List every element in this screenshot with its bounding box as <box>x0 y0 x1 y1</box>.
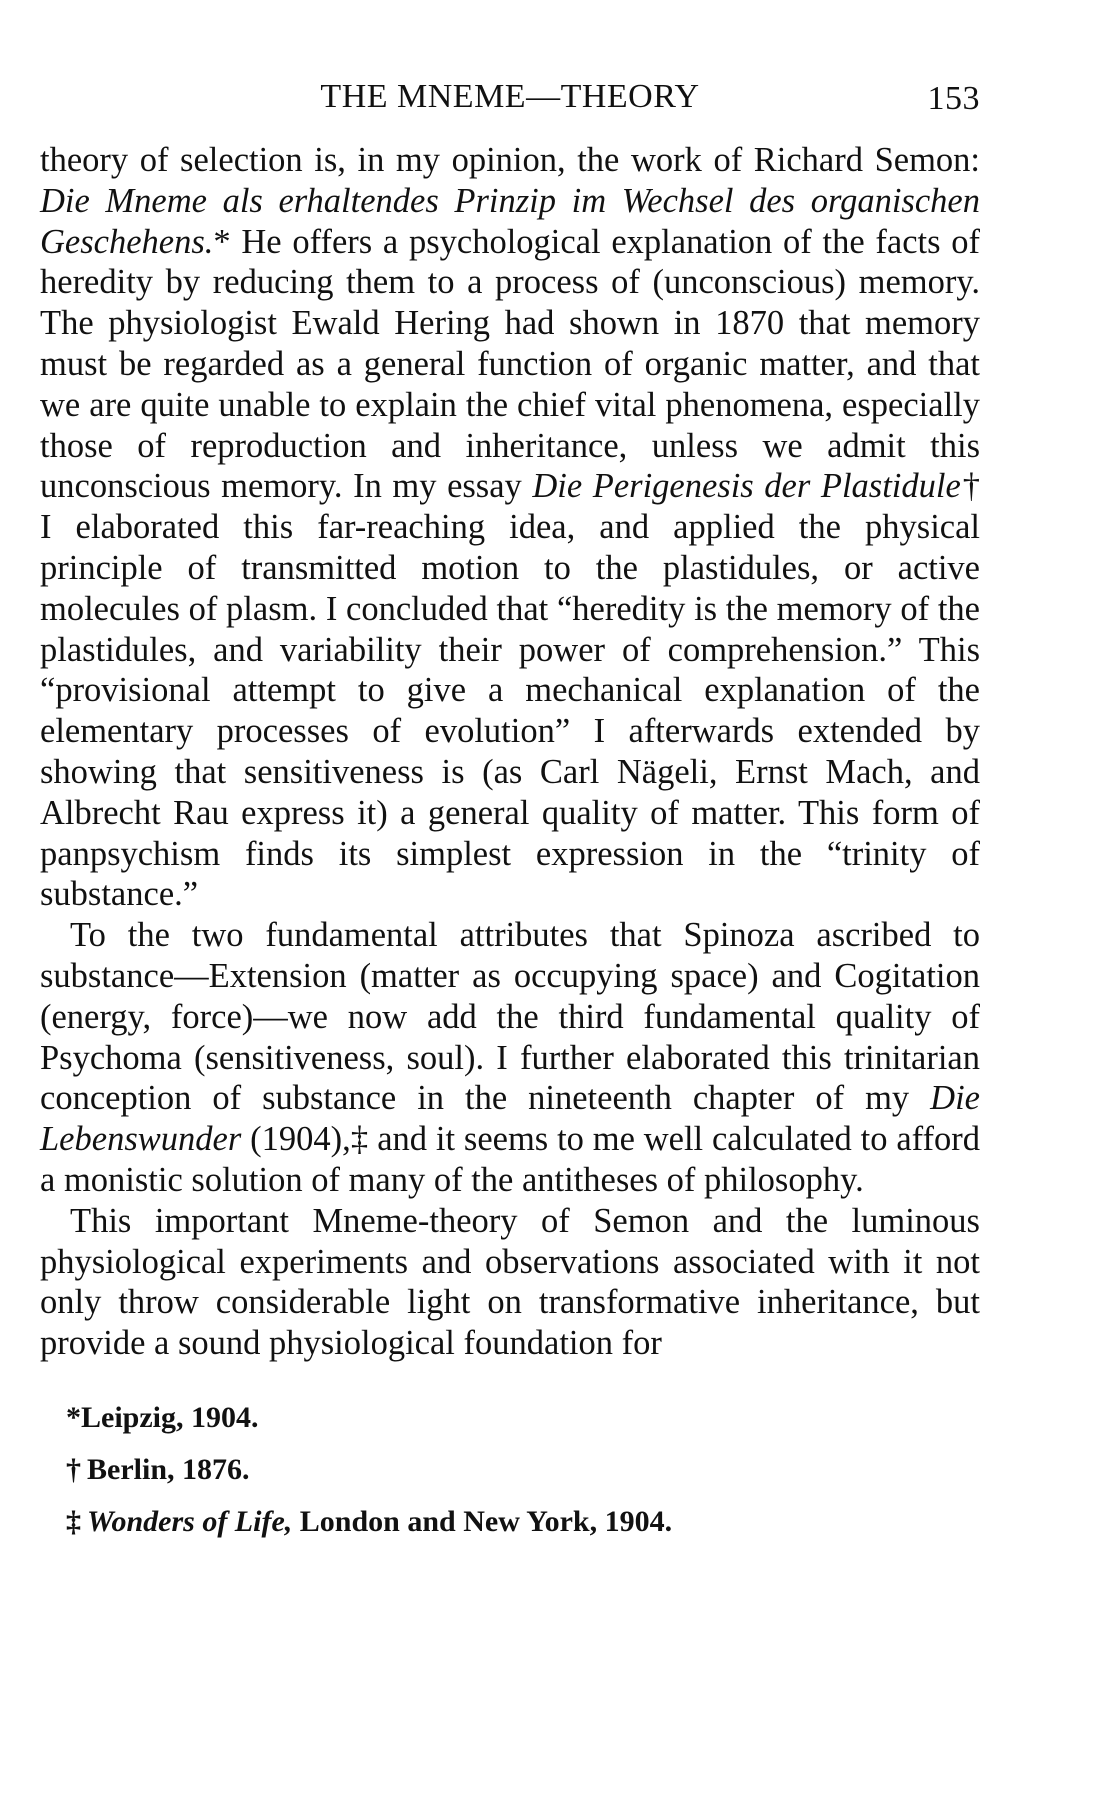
footnote-text: Leipzig, 1904. <box>81 1400 259 1434</box>
paragraph-1 <box>40 140 980 915</box>
paragraph-1-text-3: † I elaborated this far-reaching idea, and applied the physical principle of transmitted motion to the plastidules, or active molecules of plasm. I concluded that “heredity is the memory of the plastidules, and variability their power of comprehension.” This “provisional attempt to give a mechanical explanation of the elementary processes of evolution” I afterwards extended by showing that sensitiveness is (as Carl Nägeli, Ernst Mach, and Albrecht Rau express it) a general quality of matter. This form of panpsychism finds its simplest expression in the “trinity of substance.” <box>40 467 980 914</box>
paragraph-1-text-1: theory of selection is, in my opinion, the work of Richard Semon: <box>40 141 980 179</box>
footnote-text: London and New York, 1904. <box>292 1504 673 1538</box>
paragraph-3 <box>40 1201 980 1364</box>
title-die-perigenesis: Die Perigenesis der Plastidule <box>532 467 961 506</box>
footnote-mark: † <box>66 1452 81 1486</box>
paragraph-2-text-1: To the two fundamental attributes that Spinoza ascribed to substance—Extension (matter as occupying space) and Cogitation (energy, force)—we now add the third fundamental quality of Psychoma (sensitiveness, soul). I further elaborated this trinitarian conception of substance in the nineteenth chapter of my <box>40 916 980 1118</box>
footnote-text: Berlin, 1876. <box>87 1452 250 1486</box>
footnote-mark: ‡ <box>66 1504 81 1538</box>
paragraph-1-text-2: * He offers a psychological explanation of the facts of heredity by reducing them to a process of (unconscious) memory. The physiologist Ewald Hering had shown in 1870 that memory must be regarded as a general function of organic matter, and that we are quite unable to explain the chief vital phenomena, especially those of reproduction and inheritance, unless we admit this unconscious memory. In my essay <box>40 222 980 506</box>
footnote-3 <box>66 1496 980 1548</box>
paragraph-2-text-2: (1904),‡ and it seems to me well calculated to afford a monistic solution of many of the antitheses of philosophy. <box>40 1120 980 1199</box>
page-header <box>40 70 980 126</box>
body-text <box>40 140 980 1364</box>
title-die-mneme: Die Mneme als erhaltendes Prinzip im Wechsel des organischen Geschehens. <box>40 181 980 261</box>
footnote-2 <box>66 1444 980 1496</box>
paragraph-3-text-1: This important Mneme-theory of Semon and the luminous physiological experiments and observations associated with it not only throw considerable light on transformative inheritance, but provide a sound physiological foundation for <box>40 1201 980 1363</box>
footnotes <box>40 1392 980 1548</box>
footnote-title: Wonders of Life, <box>87 1504 293 1538</box>
footnote-mark: * <box>66 1400 81 1434</box>
book-page <box>40 70 980 1548</box>
running-head: THE MNEME—THEORY <box>320 78 700 115</box>
page-number: 153 <box>927 80 980 117</box>
paragraph-2 <box>40 915 980 1201</box>
footnote-1 <box>66 1392 980 1444</box>
title-die-lebenswunder: Die Lebenswunder <box>40 1079 980 1159</box>
